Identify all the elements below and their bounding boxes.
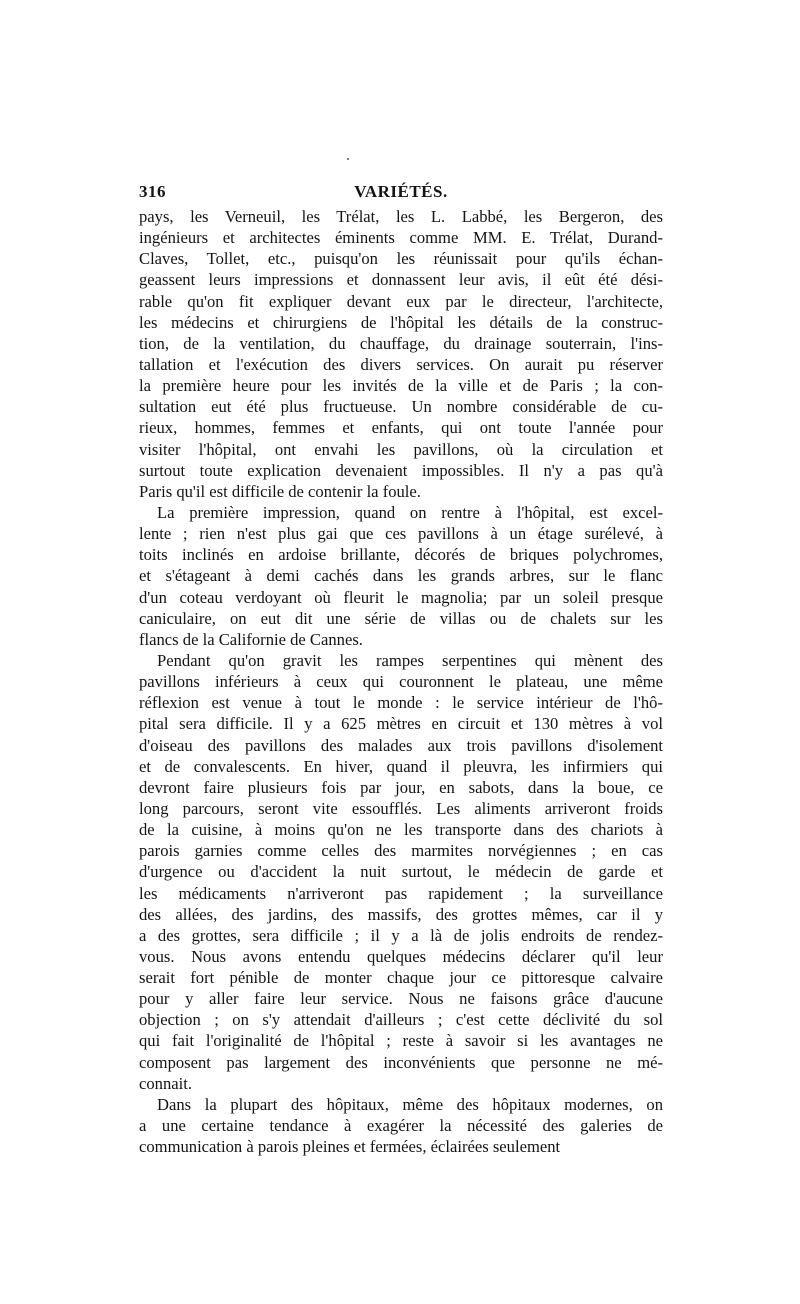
text-line: et s'étageant à demi cachés dans les grands arbres, sur le flanc [139, 566, 663, 586]
text-line: caniculaire, on eut dit une série de villas ou de chalets sur les [139, 608, 663, 628]
text-line: d'oiseau des pavillons des malades aux trois pavillons d'isolement [139, 735, 663, 755]
text-line: La première impression, quand on rentre à l'hôpital, est excel- [157, 502, 663, 522]
text-line: devront faire plusieurs fois par jour, en sabots, dans la boue, ce [139, 777, 663, 797]
text-line: d'urgence ou d'accident la nuit surtout, le médecin de garde et [139, 862, 663, 882]
text-line: a une certaine tendance à exagérer la nécessité des galeries de [139, 1116, 663, 1136]
text-line: Claves, Tollet, etc., puisqu'on les réunissait pour qu'ils échan- [139, 249, 663, 269]
text-line: pavillons inférieurs à ceux qui couronnent le plateau, une même [139, 672, 663, 692]
text-line: les médecins et chirurgiens de l'hôpital les détails de la construc- [139, 312, 663, 332]
text-line: lente ; rien n'est plus gai que ces pavillons à un étage surélevé, à [139, 524, 663, 544]
paragraph [139, 206, 663, 502]
paragraph [139, 1094, 663, 1157]
text-line: les médicaments n'arriveront pas rapidement ; la surveillance [139, 883, 663, 903]
text-line: vous. Nous avons entendu quelques médecins déclarer qu'il leur [139, 946, 663, 966]
text-line: communication à parois pleines et fermées, éclairées seulement [139, 1137, 561, 1157]
text-line: toits inclinés en ardoise brillante, décorés de briques polychromes, [139, 545, 663, 565]
text-line: composent pas largement des inconvénients que personne ne mé- [139, 1052, 663, 1072]
text-line: connait. [139, 1073, 192, 1093]
text-line: flancs de la Californie de Cannes. [139, 629, 363, 649]
running-head [139, 178, 663, 206]
text-line: parois garnies comme celles des marmites norvégiennes ; en cas [139, 841, 663, 861]
text-line: geassent leurs impressions et donnassent leur avis, il eût été dési- [139, 270, 663, 290]
text-line: rieux, hommes, femmes et enfants, qui ont toute l'année pour [139, 418, 663, 438]
text-line: sultation eut été plus fructueuse. Un nombre considérable de cu- [139, 397, 663, 417]
text-line: pays, les Verneuil, les Trélat, les L. Labbé, les Bergeron, des [139, 207, 663, 226]
page-number: 316 [139, 182, 166, 201]
running-title: VARIÉTÉS. [354, 182, 448, 201]
paragraph [139, 650, 663, 1094]
text-line: serait fort pénible de monter chaque jour ce pittoresque calvaire [139, 968, 663, 988]
text-line: qui fait l'originalité de l'hôpital ; reste à savoir si les avantages ne [139, 1031, 663, 1051]
text-line: rable qu'on fit expliquer devant eux par le directeur, l'architecte, [139, 291, 663, 311]
text-line: pital sera difficile. Il y a 625 mètres en circuit et 130 mètres à vol [139, 714, 663, 734]
document-page [139, 178, 663, 1157]
text-line: de la cuisine, à moins qu'on ne les transporte dans des chariots à [139, 820, 663, 840]
text-line: réflexion est venue à tout le monde : le service intérieur de l'hô- [139, 693, 663, 713]
text-line: long parcours, seront vite essoufflés. Les aliments arriveront froids [139, 798, 663, 818]
text-line: et de convalescents. En hiver, quand il pleuvra, les infirmiers qui [139, 756, 663, 776]
text-line: d'un coteau verdoyant où fleurit le magnolia; par un soleil presque [139, 587, 663, 607]
text-line: visiter l'hôpital, ont envahi les pavillons, où la circulation et [139, 439, 663, 459]
text-line: Dans la plupart des hôpitaux, même des hôpitaux modernes, on [157, 1094, 663, 1114]
text-line: Paris qu'il est difficile de contenir la foule. [139, 481, 421, 501]
text-line: ingénieurs et architectes éminents comme MM. E. Trélat, Durand- [139, 228, 663, 248]
text-line: a des grottes, sera difficile ; il y a là de jolis endroits de rendez- [139, 925, 663, 945]
text-line: Pendant qu'on gravit les rampes serpentines qui mènent des [157, 650, 663, 670]
text-line: des allées, des jardins, des massifs, des grottes mêmes, car il y [139, 904, 663, 924]
text-line: surtout toute explication devenaient impossibles. Il n'y a pas qu'à [139, 460, 663, 480]
text-line: la première heure pour les invités de la ville et de Paris ; la con- [139, 376, 663, 396]
body-text [139, 206, 663, 1157]
text-line: tion, de la ventilation, du chauffage, du drainage souterrain, l'ins- [139, 333, 663, 353]
paragraph [139, 502, 663, 650]
text-line: pour y aller faire leur service. Nous ne faisons grâce d'aucune [139, 989, 663, 1009]
text-line: objection ; on s'y attendait d'ailleurs ; c'est cette déclivité du sol [139, 1010, 663, 1030]
text-line: tallation et l'exécution des divers services. On aurait pu réserver [139, 354, 663, 374]
print-speck [347, 158, 349, 160]
